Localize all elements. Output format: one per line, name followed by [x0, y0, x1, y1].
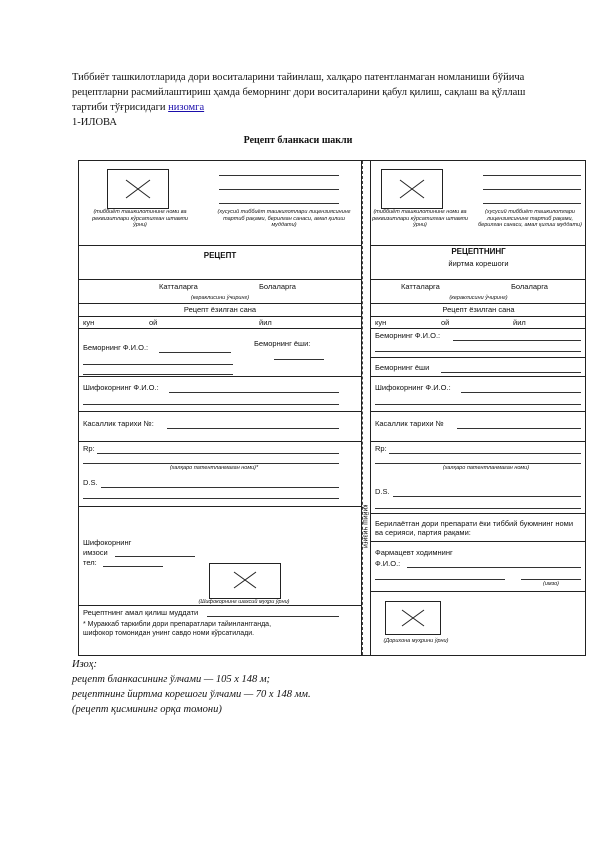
doctor-seal-note: (Шифокорнинг шахсий муҳри ўрни) [198, 599, 290, 605]
doctor-seal-placeholder [209, 563, 281, 599]
adult-option: Катталарга [159, 282, 198, 291]
ds-field: D.S. [375, 487, 390, 496]
cut-line [362, 161, 370, 655]
pharmacist-name-field: Ф.И.О.: [375, 559, 401, 568]
notes [72, 657, 311, 717]
appendix-label: 1-ИЛОВА [72, 117, 117, 128]
patient-age-field: Беморнинг ёши: [254, 339, 311, 348]
children-option: Болаларга [259, 282, 296, 291]
stamp-placeholder [107, 169, 169, 209]
case-history-field: Касаллик тарихи №: [83, 419, 154, 428]
children-option: Болаларга [511, 282, 548, 291]
day-field: кун [83, 318, 95, 327]
adult-option: Катталарга [401, 282, 440, 291]
date-label: Рецепт ёзилган сана [442, 305, 515, 314]
pharmacy-seal-note: (Дорихона муҳрини ўрни) [383, 638, 449, 644]
year-field: йил [259, 318, 272, 327]
rp-field: Rp: [375, 444, 387, 453]
intro-text [72, 70, 532, 130]
stamp-placeholder [381, 169, 443, 209]
prescription-heading: РЕЦЕПТ [203, 251, 237, 260]
prescription-main [79, 161, 362, 655]
license-caption: (хусусий тиббиёт ташкилотлари лицензиясининг тартиб рақами, берилган санаси, амал қилиш муддати) [478, 209, 582, 228]
year-field: йил [513, 318, 526, 327]
license-caption: (хусусий тиббиёт ташкилотлари лицензиясининг тартиб рақами, берилган санаси, амал қилиш муддати) [217, 209, 351, 228]
doctor-name-field: Шифокорнинг Ф.И.О.: [375, 383, 451, 392]
signature-note: (имзо) [543, 581, 559, 587]
prescription-stub [370, 161, 586, 655]
month-field: ой [441, 318, 450, 327]
date-label: Рецепт ёзилган сана [183, 305, 257, 314]
cut-line-label: қийиш чизиғи [361, 504, 369, 548]
cross-icon [108, 170, 168, 208]
pharmacy-seal-placeholder [385, 601, 441, 635]
patient-name-field: Беморнинг Ф.И.О.: [83, 343, 149, 352]
cross-icon [382, 170, 442, 208]
signature-field: имзоси [83, 548, 108, 557]
patient-age-field: Беморнинг ёши [375, 363, 430, 372]
validity-field: Рецептнинг амал қилиш муддати [83, 608, 199, 617]
intro-body: Тиббиёт ташкилотларида дори воситаларини тайинлаш, халқаро патентланмаган номланиши бўйича рецептларни расмийлаштириш ҳамда беморнинг дори воситаларини қабул қилиш, сақлаш ва қўллаш тартиби тўғрисидаги [72, 72, 526, 113]
patient-name-field: Беморнинг Ф.И.О.: [375, 331, 441, 340]
intl-name-note: (халқаро патентланмаган номи) [442, 465, 530, 471]
regulation-link[interactable]: низомга [168, 102, 205, 113]
notes-line-2: рецептнинг йиртма корешоги ўлчами — 70 х 148 мм. [72, 689, 311, 700]
day-field: кун [375, 318, 387, 327]
notes-line-3: (рецепт қисмининг орқа томони) [72, 704, 222, 715]
stub-heading: РЕЦЕПТНИНГ [451, 247, 506, 256]
intl-name-note: (халқаро патентланмаган номи)* [169, 465, 259, 471]
cross-icon [210, 564, 280, 598]
notes-line-1: рецепт бланкасининг ўлчами — 105 х 148 м; [72, 674, 271, 685]
notes-title: Изоҳ: [72, 659, 97, 670]
strike-note: (кераклисини ўчиринг) [190, 295, 250, 301]
cross-icon [386, 602, 440, 634]
rp-field: Rp: [83, 444, 95, 453]
pharmacist-label: Фармацевт ходимнинг [375, 548, 453, 557]
doctor-name-field: Шифокорнинг Ф.И.О.: [83, 383, 159, 392]
stamp-caption: (тиббиёт ташкилотининг номи ва реквизитлари кўрсатилган штампи ўрни) [92, 209, 188, 228]
phone-field: тел: [83, 558, 97, 567]
form-title: Рецепт бланкаси шакли [243, 135, 353, 146]
ds-field: D.S. [83, 478, 98, 487]
prescription-form [78, 160, 586, 656]
doctor-sign-label: Шифокорнинг [83, 538, 132, 547]
stamp-caption: (тиббиёт ташкилотининг номи ва реквизитлари кўрсатилган штампи ўрни) [372, 209, 468, 228]
footnote: * Мураккаб таркибли дори препаратлари тайинлангганда, шифокор томонидан унинг савдо номи кўрсатилади. [83, 621, 272, 637]
dispensed-field: Берилаётган дори препарати ёки тиббий буюмнинг номи ва серияси, партия рақами: [375, 519, 574, 537]
month-field: ой [149, 318, 158, 327]
stub-subheading: йиртма корешоги [448, 259, 509, 268]
case-history-field: Касаллик тарихи № [375, 419, 444, 428]
strike-note: (кераклисини ўчиринг) [449, 295, 508, 301]
